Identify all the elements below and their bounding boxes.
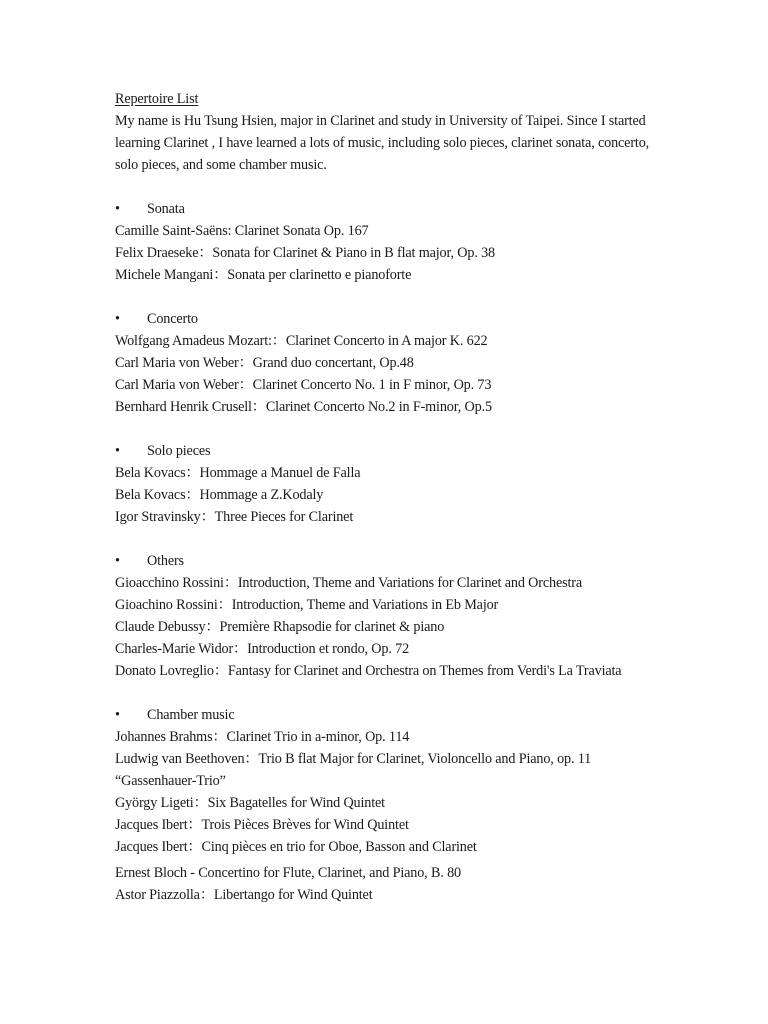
repertoire-entry: Gioacchino Rossini：Introduction, Theme and Variations for Clarinet and Orchestra [115,575,582,591]
bullet-icon: • [115,311,120,327]
repertoire-entry: Charles-Marie Widor：Introduction et rondo, Op. 72 [115,641,410,657]
repertoire-entry: Wolfgang Amadeus Mozart:：Clarinet Concerto in A major K. 622 [115,333,488,349]
repertoire-entry: Bela Kovacs：Hommage a Z.Kodaly [115,487,324,503]
repertoire-entry: Jacques Ibert：Cinq pièces en trio for Oboe, Basson and Clarinet [115,839,477,855]
section-heading [115,198,660,220]
repertoire-entry: Carl Maria von Weber：Grand duo concertant, Op.48 [115,355,414,371]
section-heading [115,308,660,330]
section-solo-pieces [115,440,660,528]
document-title: Repertoire List [115,91,199,107]
additional-entries [115,862,660,906]
repertoire-entry: Ernest Bloch - Concertino for Flute, Clarinet, and Piano, B. 80 [115,865,461,881]
section-heading [115,550,660,572]
section-heading-label: Chamber music [147,707,235,723]
section-heading-label: Sonata [147,201,185,217]
repertoire-entry: Astor Piazzolla：Libertango for Wind Quintet [115,887,373,903]
section-heading-label: Concerto [147,311,198,327]
section-chamber-music [115,704,660,858]
repertoire-entry: Johannes Brahms：Clarinet Trio in a-minor, Op. 114 [115,729,410,745]
repertoire-document [115,88,660,906]
bullet-icon: • [115,553,120,569]
repertoire-entry: Igor Stravinsky：Three Pieces for Clarinet [115,509,354,525]
repertoire-entry: Gioachino Rossini：Introduction, Theme and Variations in Eb Major [115,597,499,613]
repertoire-entry: Claude Debussy：Première Rhapsodie for clarinet & piano [115,619,445,635]
repertoire-entry: Carl Maria von Weber：Clarinet Concerto No. 1 in F minor, Op. 73 [115,377,492,393]
bullet-icon: • [115,443,120,459]
intro-paragraph: My name is Hu Tsung Hsien, major in Clarinet and study in University of Taipei. Since I started learning Clarinet , I have learned a lots of music, including solo pieces, clarinet sonata, concerto, solo pieces, and some chamber music. [115,113,650,173]
section-others [115,550,660,682]
repertoire-entry: Jacques Ibert：Trois Pièces Brèves for Wind Quintet [115,817,409,833]
repertoire-entry: Camille Saint-Saëns: Clarinet Sonata Op. 167 [115,223,369,239]
section-concerto [115,308,660,418]
repertoire-entry: Michele Mangani：Sonata per clarinetto e pianoforte [115,267,412,283]
repertoire-entry: György Ligeti：Six Bagatelles for Wind Quintet [115,795,385,811]
section-heading [115,440,660,462]
section-heading [115,704,660,726]
bullet-icon: • [115,201,120,217]
repertoire-entry: Ludwig van Beethoven：Trio B flat Major for Clarinet, Violoncello and Piano, op. 11 “Gassenhauer-Trio” [115,751,592,789]
bullet-icon: • [115,707,120,723]
repertoire-entry: Donato Lovreglio：Fantasy for Clarinet and Orchestra on Themes from Verdi's La Traviata [115,663,622,679]
repertoire-entry: Bela Kovacs：Hommage a Manuel de Falla [115,465,361,481]
section-heading-label: Others [147,553,184,569]
repertoire-entry: Bernhard Henrik Crusell：Clarinet Concerto No.2 in F-minor, Op.5 [115,399,492,415]
repertoire-entry: Felix Draeseke：Sonata for Clarinet & Piano in B flat major, Op. 38 [115,245,495,261]
section-heading-label: Solo pieces [147,443,211,459]
section-sonata [115,198,660,286]
